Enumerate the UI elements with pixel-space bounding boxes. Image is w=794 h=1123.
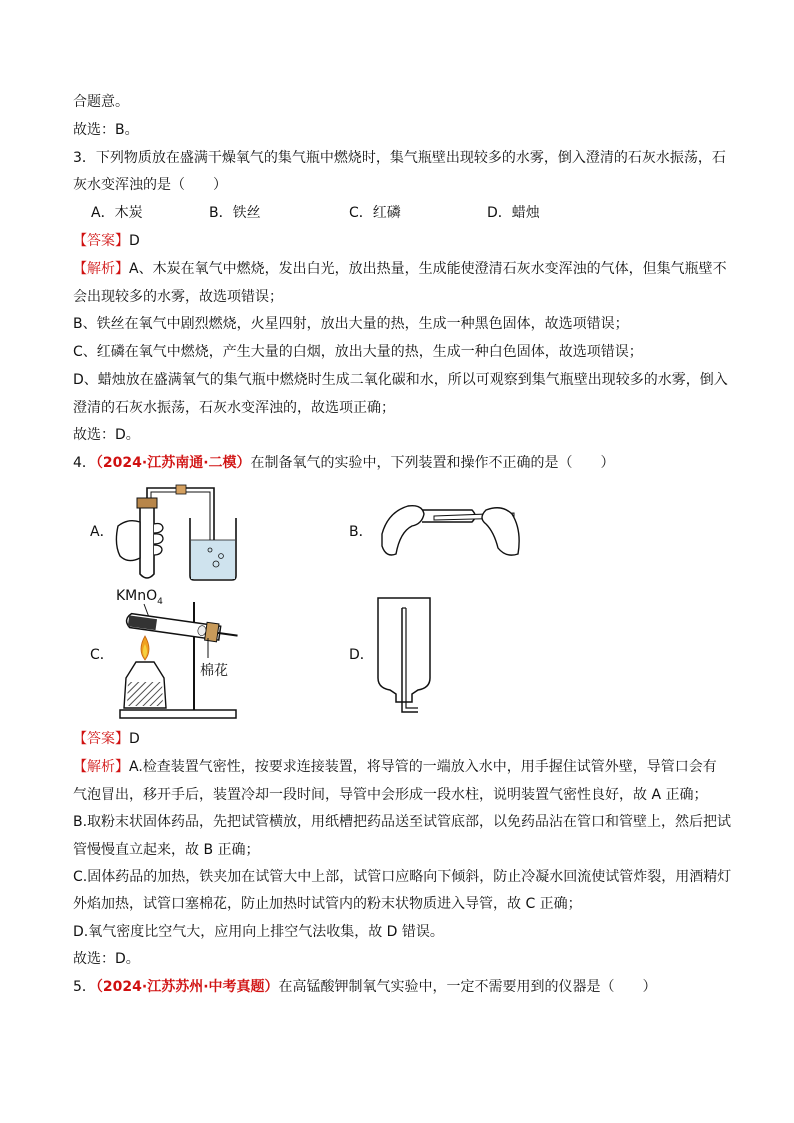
q3-analysis-line2: 会出现较多的水雾，故选项错误； bbox=[73, 289, 283, 305]
q3-analysis-line5: D、蜡烛放在盛满氧气的集气瓶中燃烧时生成二氧化碳和水，所以可观察到集气瓶壁出现较多的水雾，倒入 bbox=[73, 372, 728, 388]
q4-conclusion: 故选：D。 bbox=[73, 951, 140, 967]
figure-a-airtightness bbox=[110, 478, 250, 584]
q4-stem bbox=[73, 453, 615, 473]
q5-source: （2024·江苏苏州·中考真题） bbox=[95, 979, 279, 995]
q4-stem-text: 在制备氧气的实验中，下列装置和操作不正确的是（ ） bbox=[250, 455, 615, 471]
q3-analysis-line6: 澄清的石灰水振荡，石灰水变浑浊的，故选项正确； bbox=[73, 400, 395, 416]
figure-d-label: D． bbox=[349, 647, 374, 663]
kmno4-subscript: 4 bbox=[157, 596, 163, 607]
q5-number: 5． bbox=[73, 979, 96, 995]
q3-option-b: B．铁丝 bbox=[209, 205, 261, 221]
figure-c-label: C． bbox=[90, 647, 114, 663]
q4-analysis-line6: 外焰加热，试管口塞棉花，防止加热时试管内的粉末状物质进入导管，故 C 正确； bbox=[73, 896, 582, 912]
q3-option-c: C．红磷 bbox=[349, 205, 401, 221]
q4-answer-line bbox=[73, 729, 140, 749]
q4-answer: D bbox=[129, 731, 140, 747]
cotton-label: 棉花 bbox=[200, 663, 228, 679]
figure-b-adding-powder bbox=[378, 496, 528, 562]
q5-stem bbox=[73, 977, 657, 997]
q3-analysis-text: A、木炭在氧气中燃烧，发出白光，放出热量，生成能使澄清石灰水变浑浊的气体，但集气瓶壁不 bbox=[129, 261, 727, 277]
q3-answer: D bbox=[129, 233, 140, 249]
answer-tag: 【答案】 bbox=[73, 233, 129, 249]
analysis-tag: 【解析】 bbox=[73, 261, 129, 277]
q4-analysis-line4: 管慢慢直立起来，故 B 正确； bbox=[73, 842, 260, 858]
figure-c-heating-setup bbox=[116, 598, 244, 722]
q4-analysis-line1 bbox=[73, 757, 717, 777]
kmno4-text: KMnO bbox=[116, 588, 158, 604]
q3-conclusion: 故选：D。 bbox=[73, 427, 140, 443]
q3-stem-line2: 灰水变浑浊的是（ ） bbox=[73, 177, 227, 193]
q4-analysis-line7: D.氧气密度比空气大，应用向上排空气法收集，故 D 错误。 bbox=[73, 924, 444, 940]
q3-analysis-line1 bbox=[73, 259, 727, 279]
figure-d-collection-bottle bbox=[374, 594, 438, 722]
q3-answer-line bbox=[73, 231, 140, 251]
q4-source: （2024·江苏南通·二模） bbox=[95, 455, 251, 471]
figure-a-label: A． bbox=[90, 524, 114, 540]
q4-analysis-line2: 气泡冒出，移开手后，装置冷却一段时间，导管中会形成一段水柱，说明装置气密性良好，故 A 正确； bbox=[73, 787, 708, 803]
q3-analysis-line4: C、红磷在氧气中燃烧，产生大量的白烟，放出大量的热，生成一种白色固体，故选项错误； bbox=[73, 344, 643, 360]
q5-stem-text: 在高锰酸钾制氧气实验中，一定不需要用到的仪器是（ ） bbox=[278, 979, 657, 995]
q4-analysis-line5: C.固体药品的加热，铁夹加在试管大中上部，试管口应略向下倾斜，防止冷凝水回流使试管炸裂，用酒精灯 bbox=[73, 869, 732, 885]
q3-analysis-line3: B、铁丝在氧气中剧烈燃烧，火星四射，放出大量的热，生成一种黑色固体，故选项错误； bbox=[73, 316, 629, 332]
prev-tail: 合题意。 bbox=[73, 94, 129, 110]
q4-analysis-text: A.检查装置气密性，按要求连接装置，将导管的一端放入水中，用手握住试管外壁，导管口会有 bbox=[129, 759, 717, 775]
q3-option-d: D．蜡烛 bbox=[487, 205, 540, 221]
analysis-tag: 【解析】 bbox=[73, 759, 129, 775]
q4-number: 4． bbox=[73, 455, 96, 471]
q4-analysis-line3: B.取粉末状固体药品，先把试管横放，用纸槽把药品送至试管底部，以免药品沾在管口和管壁上，然后把试 bbox=[73, 814, 732, 830]
figure-b-label: B． bbox=[349, 524, 373, 540]
q3-option-a: A．木炭 bbox=[91, 205, 143, 221]
prev-answer: 故选：B。 bbox=[73, 122, 139, 138]
q3-stem-line1: 3．下列物质放在盛满干燥氧气的集气瓶中燃烧时，集气瓶壁出现较多的水雾，倒入澄清的石灰水振荡，石 bbox=[73, 150, 726, 166]
answer-tag: 【答案】 bbox=[73, 731, 129, 747]
